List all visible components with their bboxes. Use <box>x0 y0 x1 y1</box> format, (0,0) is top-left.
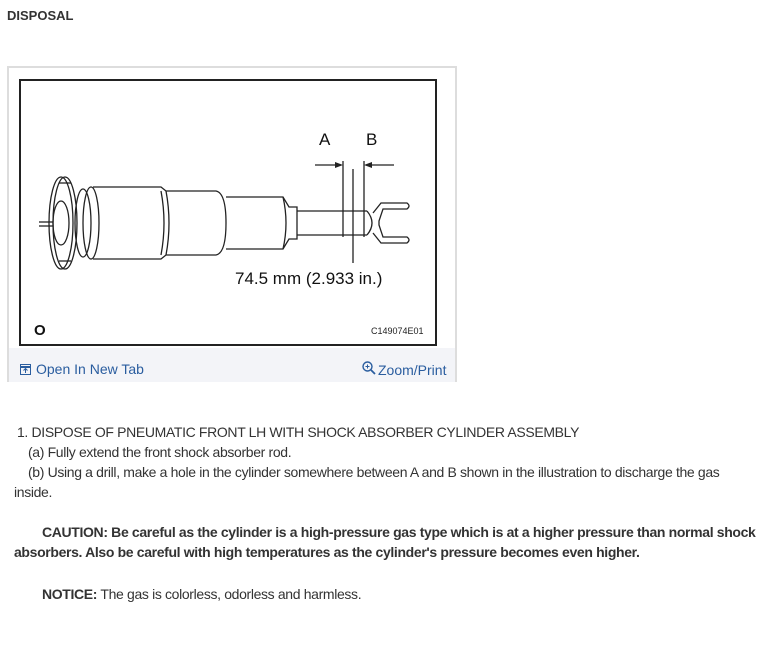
section-title: DISPOSAL <box>7 8 74 23</box>
notice-text: The gas is colorless, odorless and harmless. <box>97 586 362 602</box>
figure-id: C149074E01 <box>371 326 424 336</box>
shock-absorber-drawing <box>21 81 435 344</box>
caution-line2: absorbers. Also be careful with high temperatures as the cylinder's pressure becomes even higher. <box>14 544 640 560</box>
zoom-print-label: Zoom/Print <box>378 362 447 378</box>
illustration[interactable] <box>19 79 437 346</box>
zoom-in-icon <box>362 361 376 375</box>
open-new-tab-label: Open In New Tab <box>36 361 144 377</box>
figure-footer <box>9 348 455 382</box>
open-tab-icon <box>20 364 31 375</box>
step-a: (a) Fully extend the front shock absorber rod. <box>28 444 292 460</box>
zoom-print-link[interactable] <box>362 358 446 378</box>
notice-label: NOTICE: <box>42 586 98 602</box>
corner-mark: O <box>34 322 46 339</box>
caution-line1 <box>42 522 755 542</box>
step-heading: 1. DISPOSE OF PNEUMATIC FRONT LH WITH SHOCK ABSORBER CYLINDER ASSEMBLY <box>17 424 580 440</box>
step-b-line1: (b) Using a drill, make a hole in the cylinder somewhere between A and B shown in the illustration to discharge the gas <box>28 464 720 480</box>
notice-line <box>42 584 361 604</box>
label-b: B <box>366 130 378 149</box>
figure-card <box>7 66 457 382</box>
open-new-tab-link[interactable] <box>20 361 144 377</box>
step-b-line2: inside. <box>14 484 53 500</box>
caution-text: Be careful as the cylinder is a high-pressure gas type which is at a higher pressure than normal shock <box>107 524 756 540</box>
dimension-label: 74.5 mm (2.933 in.) <box>235 269 383 288</box>
caution-label: CAUTION: <box>42 524 108 540</box>
label-a: A <box>319 130 331 149</box>
